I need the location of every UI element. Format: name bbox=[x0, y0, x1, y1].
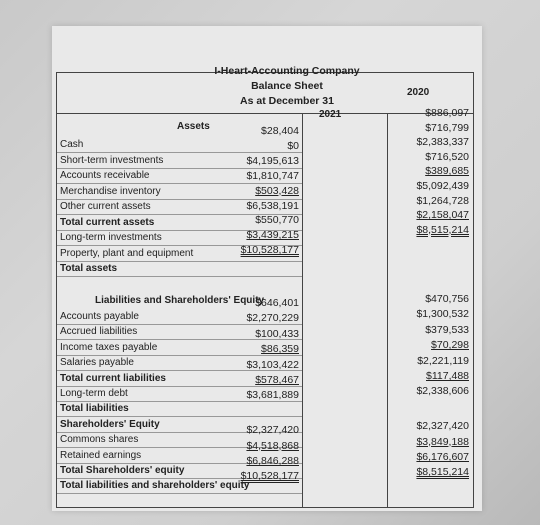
header-divider bbox=[57, 113, 473, 114]
liabilities-row-label: Total liabilities and shareholders' equity bbox=[60, 480, 250, 492]
assets-value-2021: $503,428 bbox=[255, 184, 299, 197]
liabilities-value-2021: $2,270,229 bbox=[246, 312, 299, 325]
liabilities-value-2020: $3,849,188 bbox=[416, 435, 469, 448]
liabilities-row-label: Shareholders' Equity bbox=[60, 418, 160, 430]
liabilities-value-2020: $8,515,214 bbox=[416, 466, 469, 479]
assets-value-2020: $5,092,439 bbox=[416, 180, 469, 192]
assets-value-2021: $28,404 bbox=[261, 125, 299, 137]
liabilities-value-2021: $646,401 bbox=[255, 297, 299, 309]
liabilities-value-2020: $1,300,532 bbox=[416, 308, 469, 321]
assets-value-2020: $886,097 bbox=[425, 107, 469, 119]
assets-row-label: Long-term investments bbox=[60, 232, 162, 243]
assets-value-2021: $0 bbox=[287, 139, 299, 152]
row-divider bbox=[57, 168, 302, 169]
assets-value-2021: $1,810,747 bbox=[246, 169, 299, 182]
assets-value-2021: $6,538,191 bbox=[246, 199, 299, 212]
assets-value-2021: $550,770 bbox=[255, 214, 299, 227]
assets-row-label: Cash bbox=[60, 139, 84, 150]
liabilities-row-label: Long-term debt bbox=[60, 388, 128, 399]
assets-value-2020: $8,515,214 bbox=[416, 223, 469, 236]
assets-value-2021: $4,195,613 bbox=[246, 154, 299, 167]
row-divider bbox=[57, 152, 302, 153]
liabilities-value-2021: $3,103,422 bbox=[246, 358, 299, 371]
statement-title: Balance Sheet bbox=[251, 80, 323, 92]
year-2021-header: 2021 bbox=[319, 109, 342, 120]
assets-value-2020: $2,383,337 bbox=[416, 136, 469, 149]
liabilities-heading: Liabilities and Shareholders' Equity bbox=[95, 295, 265, 306]
liabilities-value-2021: $100,433 bbox=[255, 327, 299, 340]
liabilities-value-2021: $578,467 bbox=[255, 374, 299, 386]
liabilities-row-label: Total liabilities bbox=[60, 403, 129, 415]
liabilities-value-2020: $6,176,607 bbox=[416, 451, 469, 463]
liabilities-value-2021: $4,518,868 bbox=[246, 439, 299, 452]
liabilities-row-label: Accounts payable bbox=[60, 311, 139, 322]
liabilities-value-2020: $470,756 bbox=[425, 293, 469, 305]
liabilities-value-2020: $117,488 bbox=[425, 370, 469, 382]
liabilities-value-2021: $3,681,889 bbox=[246, 389, 299, 402]
assets-row-label: Other current assets bbox=[60, 201, 151, 212]
assets-row-label: Total current assets bbox=[60, 216, 155, 228]
liabilities-row-label: Total current liabilities bbox=[60, 372, 166, 384]
liabilities-row-label: Income taxes payable bbox=[60, 341, 158, 353]
liabilities-row-label: Total Shareholders' equity bbox=[60, 465, 185, 476]
assets-row-label: Total assets bbox=[60, 263, 118, 274]
liabilities-row-label: Salaries payable bbox=[60, 357, 134, 369]
liabilities-value-2020: $2,338,606 bbox=[416, 385, 469, 398]
row-divider bbox=[57, 416, 302, 417]
assets-value-2020: $716,799 bbox=[425, 121, 469, 134]
liabilities-row-label: Accrued liabilities bbox=[60, 326, 138, 338]
row-divider bbox=[57, 276, 302, 277]
year-2020-header: 2020 bbox=[407, 87, 430, 98]
row-divider bbox=[57, 493, 302, 494]
column-divider-2021 bbox=[302, 113, 303, 507]
assets-heading: Assets bbox=[177, 121, 210, 132]
assets-value-2020: $389,685 bbox=[425, 165, 469, 178]
assets-value-2021: $3,439,215 bbox=[246, 229, 299, 242]
liabilities-value-2021: $2,327,420 bbox=[246, 424, 299, 437]
assets-value-2020: $2,158,047 bbox=[416, 209, 469, 222]
assets-row-label: Accounts receivable bbox=[60, 170, 150, 181]
company-name: I-Heart-Accounting Company bbox=[214, 65, 360, 77]
liabilities-value-2021: $10,528,177 bbox=[240, 470, 299, 483]
liabilities-value-2020: $2,327,420 bbox=[416, 420, 469, 433]
liabilities-value-2020: $2,221,119 bbox=[417, 354, 469, 367]
assets-value-2020: $1,264,728 bbox=[416, 194, 469, 207]
column-divider-2020 bbox=[387, 113, 388, 507]
assets-row-label: Short-term investments bbox=[60, 154, 164, 166]
assets-row-label: Property, plant and equipment bbox=[60, 247, 194, 259]
liabilities-row-label: Commons shares bbox=[60, 434, 139, 446]
assets-value-2020: $716,520 bbox=[425, 150, 469, 163]
assets-value-2021: $10,528,177 bbox=[240, 244, 299, 257]
liabilities-value-2020: $70,298 bbox=[431, 339, 469, 352]
row-divider bbox=[57, 261, 302, 262]
liabilities-value-2020: $379,533 bbox=[425, 323, 469, 336]
liabilities-row-label: Retained earnings bbox=[60, 449, 142, 461]
balance-sheet-table bbox=[56, 65, 474, 508]
liabilities-value-2021: $86,359 bbox=[261, 343, 299, 356]
assets-row-label: Merchandise inventory bbox=[60, 185, 161, 197]
liabilities-value-2021: $6,846,288 bbox=[246, 455, 299, 467]
statement-date: As at December 31 bbox=[240, 95, 334, 107]
